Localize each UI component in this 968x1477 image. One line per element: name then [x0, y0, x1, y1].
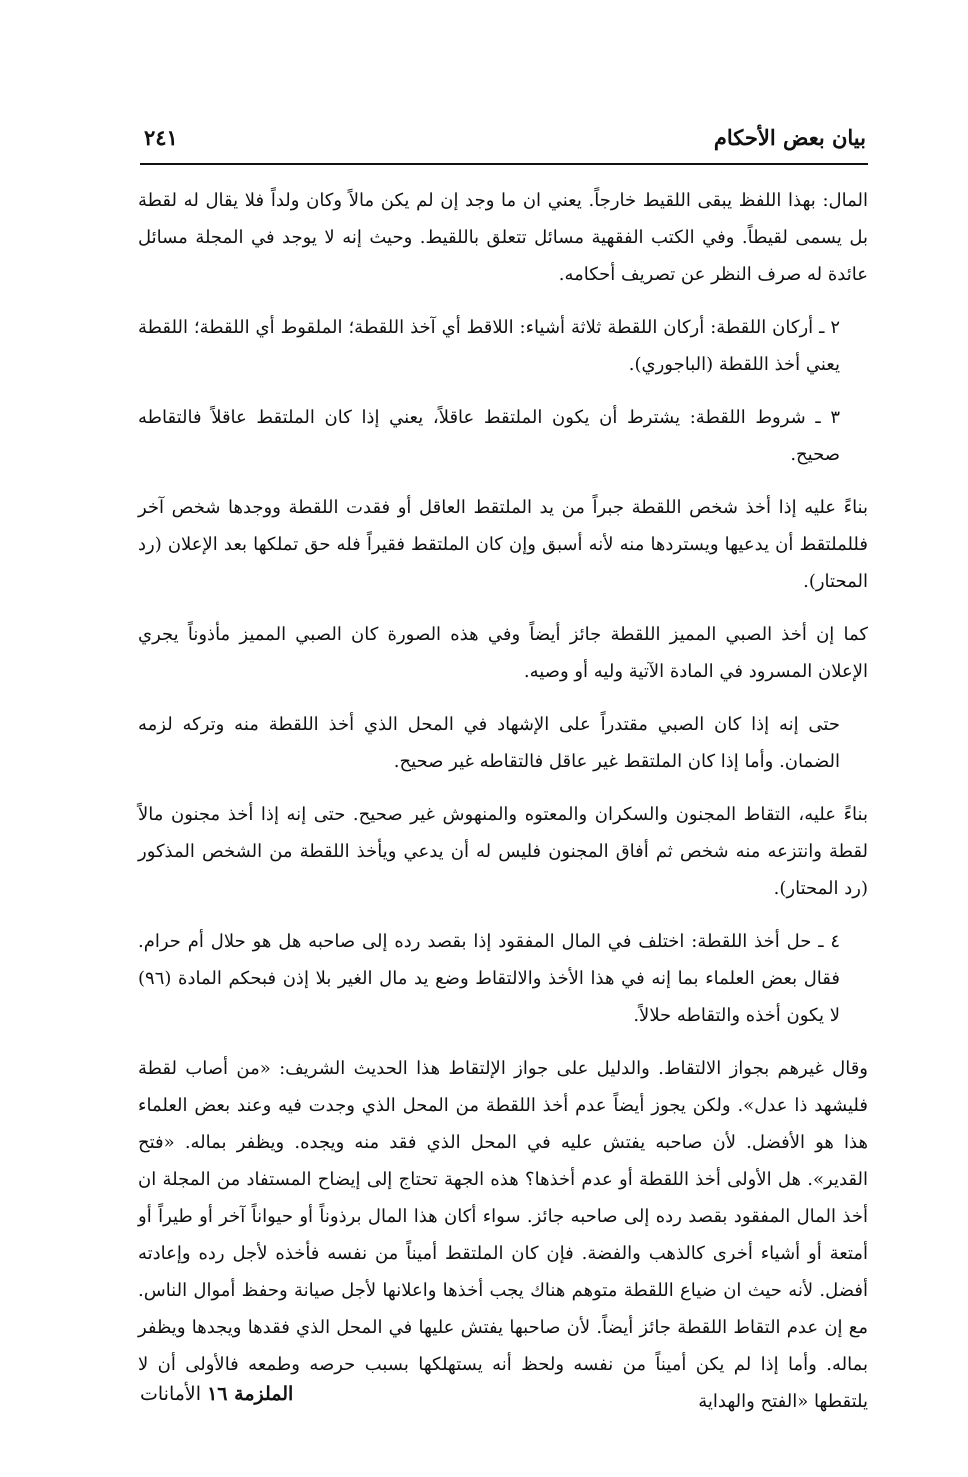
paragraph: وقال غيرهم بجواز الالتقاط. والدليل على جواز الإلتقاط هذا الحديث الشريف: «من أصاب لقطة فليشهد ذا عدل». ولكن يجوز أيضاً عدم أخذ اللقطة من المحل الذي وجدت فيه وعند بعض العلماء هذا هو الأفضل. لأن صاحبه يفتش عليه في المحل الذي فقد منه ويجده. ويظفر بماله. «فتح القدير». هل الأولى أخذ اللقطة أو عدم أخذها؟ هذه الجهة تحتاج إلى إيضاح المستفاد من المجلة ان أخذ المال المفقود بقصد رده إلى صاحبه جائز. سواء أكان هذا المال برذوناً أو حيواناً آخر أو طيراً أو أمتعة أو أشياء أخرى كالذهب والفضة. فإن كان الملتقط أميناً من نفسه فأخذه لأجل رده وإعادته أفضل. لأنه حيث ان ضياع اللقطة متوهم هناك يجب أخذها واعلانها لأجل صيانة وحفظ أموال الناس. مع إن عدم التقاط اللقطة جائز أيضاً. لأن صاحبها يفتش عليها في المحل الذي فقدها ويجدها ويظفر بماله. وأما إذا لم يكن أميناً من نفسه ولحظ أنه يستهلكها بسبب حرصه وطمعه فالأولى أن لا يلتقطها «الفتح والهداية: [138, 1058, 868, 1412]
paragraph: حتى إنه إذا كان الصبي مقتدراً على الإشهاد في المحل الذي أخذ اللقطة منه وتركه لزمه الضمان. وأما إذا كان الملتقط غير عاقل فالتقاطه غير صحيح.: [138, 714, 840, 772]
signature-label: الملزمة ١٦: [207, 1383, 294, 1405]
paragraph: ٣ ـ شروط اللقطة: يشترط أن يكون الملتقط عاقلاً، يعني إذا كان الملتقط عاقلاً فالتقاطه صحيح.: [138, 407, 840, 465]
paragraph: كما إن أخذ الصبي المميز اللقطة جائز أيضاً وفي هذه الصورة كان الصبي المميز مأذوناً يجري الإعلان المسرود في المادة الآتية وليه أو وصيه.: [138, 624, 868, 682]
header-divider: [140, 163, 868, 165]
chapter-label: الأمانات: [140, 1383, 202, 1405]
paragraph: المال: بهذا اللفظ يبقى اللقيط خارجاً. يعني ان ما وجد إن لم يكن مالاً وكان ولداً فلا يقال له لقطة بل يسمى لقيطاً. وفي الكتب الفقهية مسائل تتعلق باللقيط. وحيث إنه لا يوجد في المجلة مسائل عائدة له صرف النظر عن تصريف أحكامه.: [138, 190, 868, 285]
page-number: ٢٤١: [144, 125, 178, 150]
body-text: [138, 182, 868, 1436]
page-footer: [140, 1383, 293, 1405]
paragraph: بناءً عليه إذا أخذ شخص اللقطة جبراً من يد الملتقط العاقل أو فقدت اللقطة ووجدها شخص آخر فللملتقط أن يدعيها ويستردها منه لأنه أسبق وإن كان الملتقط فقيراً فله حق تملكها بعد الإعلان (رد المحتار).: [138, 497, 868, 592]
paragraph: ٤ ـ حل أخذ اللقطة: اختلف في المال المفقود إذا بقصد رده إلى صاحبه هل هو حلال أم حرام. فقال بعض العلماء بما إنه في هذا الأخذ والالتقاط وضع يد مال الغير بلا إذن فبحكم المادة (٩٦) لا يكون أخذه والتقاطه حلالاً.: [138, 931, 840, 1026]
running-title: بيان بعض الأحكام: [713, 125, 866, 150]
page-header: [140, 125, 866, 159]
paragraph: بناءً عليه، التقاط المجنون والسكران والمعتوه والمنهوش غير صحيح. حتى إنه إذا أخذ مجنون مالاً لقطة وانتزعه منه شخص ثم أفاق المجنون فليس له أن يدعي ويأخذ اللقطة من الشخص المذكور (رد المحتار).: [138, 804, 868, 899]
paragraph: ٢ ـ أركان اللقطة: أركان اللقطة ثلاثة أشياء: اللاقط أي آخذ اللقطة؛ الملقوط أي اللقطة؛ اللقطة يعني أخذ اللقطة (الباجوري).: [138, 317, 840, 375]
